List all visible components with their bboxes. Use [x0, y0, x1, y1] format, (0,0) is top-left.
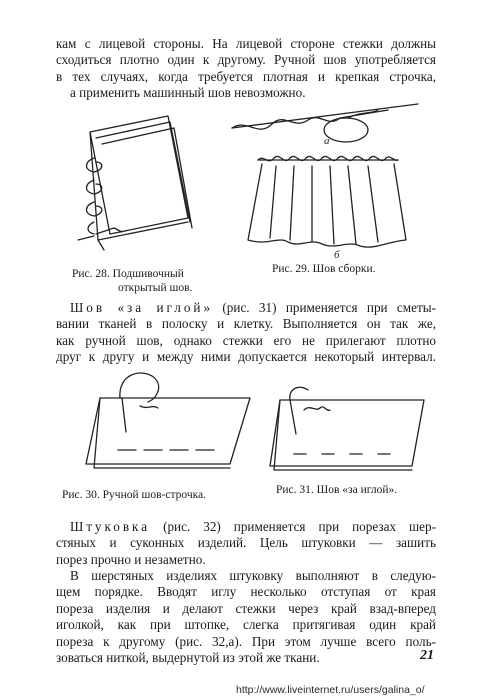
text-line: пореза к другому (рис. 32,а). При этом лучше всего поль-	[56, 633, 436, 649]
text-line: В шерстяных изделиях штуковку выполняют в следую-	[70, 568, 436, 583]
text-line: зоваться ниткой, выдернутой из этой же ткани.	[56, 650, 320, 666]
caption-line: открытый шов.	[118, 282, 193, 294]
text-line: стяных и суконных изделий. Цель штуковки — зашить	[56, 535, 436, 551]
caption-line: Рис. 28. Подшивочный	[72, 268, 184, 280]
footer-url[interactable]: http://www.liveinternet.ru/users/galina_o/	[236, 684, 425, 696]
text-fragment: (рис. 32) применяется при порезах шер-	[150, 519, 436, 534]
term-backstitch: Шов «за иглой»	[70, 300, 214, 315]
paragraph-darning	[56, 519, 436, 568]
text-line: кам с лицевой стороны. На лицевой стороне стежки должны	[56, 36, 436, 51]
text-line: в тех случаях, когда требуется плотная и крепкая строчка,	[56, 68, 436, 84]
figure-29-label-a: а	[324, 135, 330, 147]
text-line: сходиться плотно один к другому. Ручной шов употребляется	[56, 52, 436, 68]
figure-28-caption	[72, 267, 192, 295]
term-darning: Штуковка	[70, 519, 151, 534]
text-line: друг к другу и между ними допускается некоторый интервал.	[56, 349, 436, 365]
text-line: пореза изделия и делают стежки через край взад-вперед	[56, 600, 436, 616]
text-fragment: (рис. 31) применяется при сметы-	[213, 300, 437, 315]
figure-30-hand-stitch-drawing	[78, 368, 258, 478]
figure-30-caption: Рис. 30. Ручной шов-строчка.	[62, 489, 207, 501]
paragraph-backstitch	[56, 300, 436, 366]
text-line: вании тканей в полоску и клетку. Выполняется он так же,	[56, 316, 436, 332]
text-line: как ручной шов, однако стежки его не прилегают плотно	[56, 332, 436, 348]
paragraph-wool	[56, 568, 436, 666]
text-line: порез прочно и незаметно.	[56, 551, 206, 567]
paragraph-top	[56, 36, 436, 102]
figure-29-label-b: б	[334, 249, 340, 260]
text-line: иголкой, как при штопке, слегка притягивая один край	[56, 617, 436, 633]
figure-29-gathering-stitch-drawing	[228, 100, 428, 260]
text-line: а применить машинный шов невозможно.	[70, 85, 306, 101]
figure-29-caption: Рис. 29. Шов сборки.	[272, 263, 376, 275]
figure-31-caption: Рис. 31. Шов «за иглой».	[276, 484, 398, 496]
figure-28-hem-stitch-drawing	[70, 110, 200, 260]
text-line	[56, 519, 436, 535]
page-number: 21	[420, 648, 434, 663]
text-line: щем порядке. Вводят иглу несколько отступая от края	[56, 584, 436, 600]
text-line	[56, 300, 436, 316]
figure-31-back-needle-stitch-drawing	[260, 382, 430, 482]
